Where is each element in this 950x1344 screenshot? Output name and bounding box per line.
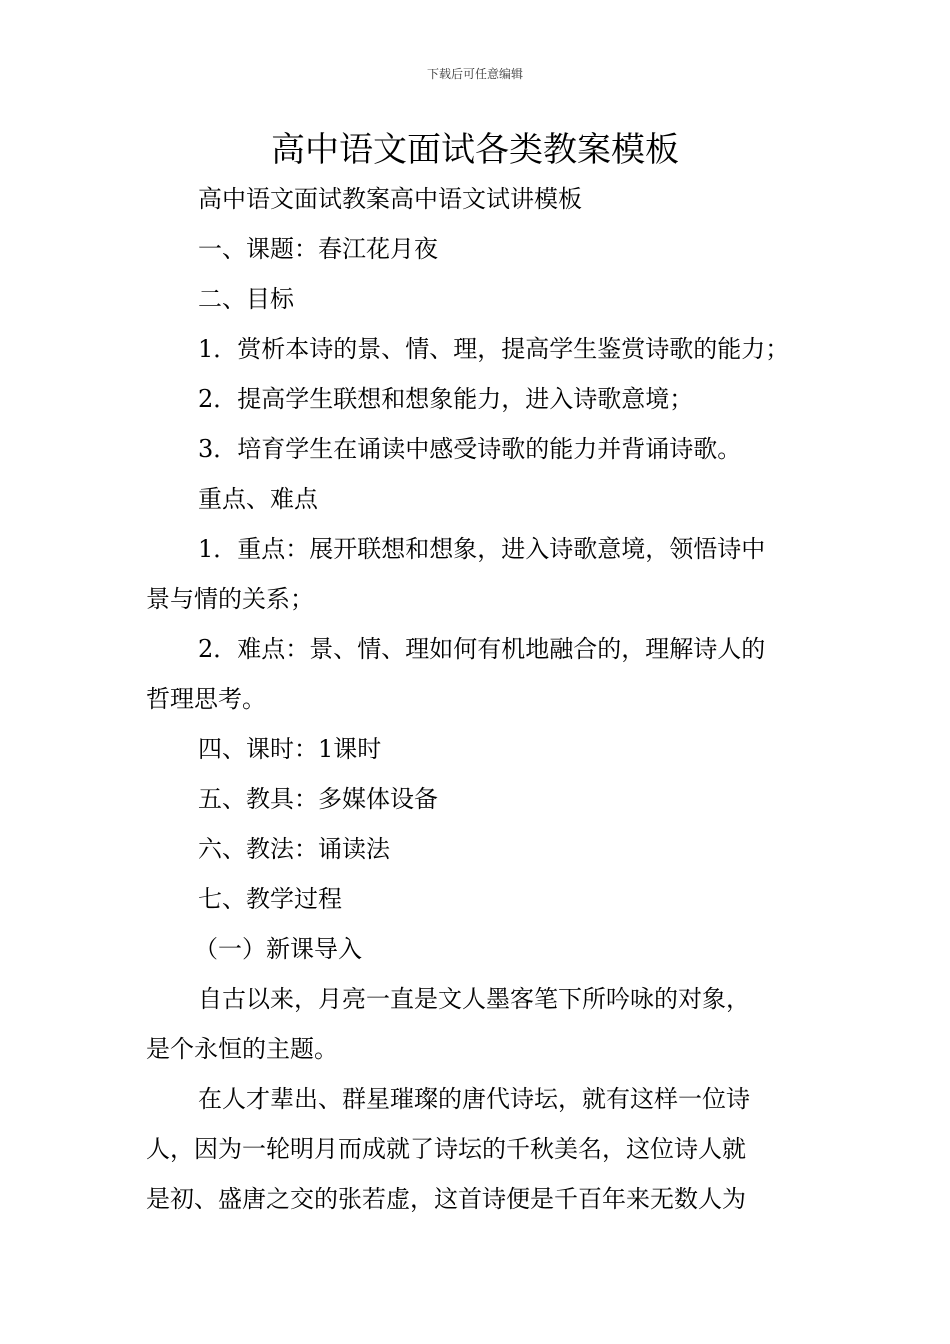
goal-item-1: 1．赏析本诗的景、情、理，提高学生鉴赏诗歌的能力； bbox=[198, 335, 790, 363]
goal-item-3: 3．培育学生在诵读中感受诗歌的能力并背诵诗歌。 bbox=[198, 435, 742, 463]
key-point-1-cont: 景与情的关系； bbox=[146, 585, 314, 613]
subsection-intro: （一）新课导入 bbox=[194, 935, 362, 963]
paragraph-1-line-2: 是个永恒的主题。 bbox=[146, 1035, 338, 1063]
paragraph-1-line-1: 自古以来，月亮一直是文人墨客笔下所吟咏的对象， bbox=[198, 985, 750, 1013]
section-teaching-method: 六、教法：诵读法 bbox=[198, 835, 390, 863]
paragraph-2-line-2: 人，因为一轮明月而成就了诗坛的千秋美名，这位诗人就 bbox=[146, 1135, 746, 1163]
section-teaching-process: 七、教学过程 bbox=[198, 885, 342, 913]
difficulty-1-cont: 哲理思考。 bbox=[146, 685, 266, 713]
paragraph-2-line-1: 在人才辈出、群星璀璨的唐代诗坛，就有这样一位诗 bbox=[198, 1085, 750, 1113]
document-title: 高中语文面试各类教案模板 bbox=[271, 130, 679, 170]
document-body bbox=[146, 174, 810, 1224]
header-note: 下载后可任意编辑 bbox=[426, 67, 523, 81]
section-goals: 二、目标 bbox=[198, 285, 294, 313]
paragraph-2-line-3: 是初、盛唐之交的张若虚，这首诗便是千百年来无数人为 bbox=[146, 1185, 746, 1213]
subtitle-line: 高中语文面试教案高中语文试讲模板 bbox=[198, 185, 582, 213]
difficulty-1: 2．难点：景、情、理如何有机地融合的，理解诗人的 bbox=[198, 635, 766, 663]
section-teaching-tools: 五、教具：多媒体设备 bbox=[198, 785, 438, 813]
section-class-hours: 四、课时：1课时 bbox=[198, 735, 382, 763]
key-point-1: 1．重点：展开联想和想象，进入诗歌意境，领悟诗中 bbox=[198, 535, 766, 563]
goal-item-2: 2．提高学生联想和想象能力，进入诗歌意境； bbox=[198, 385, 694, 413]
section-topic: 一、课题：春江花月夜 bbox=[198, 235, 438, 263]
section-key-points: 重点、难点 bbox=[198, 485, 318, 513]
